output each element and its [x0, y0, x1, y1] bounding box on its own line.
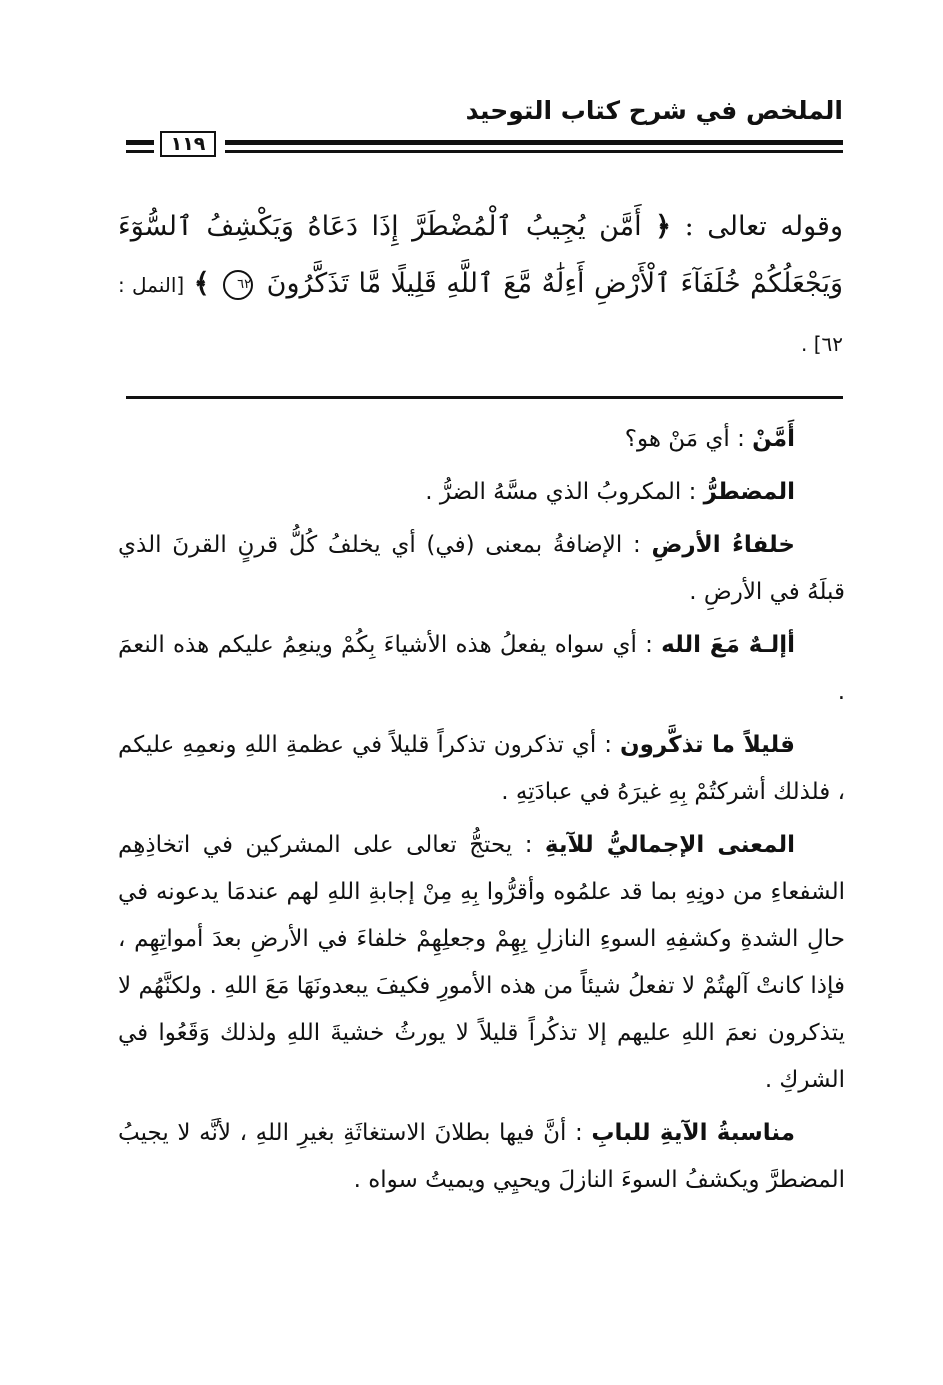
glossary-entry-khulafa — [118, 522, 845, 616]
glossary-term: أإلـهٌ مَعَ الله — [661, 632, 795, 658]
section-text: : أنَّ فيها بطلانَ الاستغاثَةِ بغيرِ اللهِ ، لأنَّه لا يجيبُ المضطرَّ ويكشفُ السوءَ النازلَ ويحيِي ويميتُ سواه . — [118, 1120, 845, 1193]
verse-close-bracket: ﴾ — [193, 268, 210, 299]
glossary-entry-ilah — [118, 622, 845, 716]
glossary-entry-mudtarr — [118, 469, 845, 516]
glossary-definition: : أي تذكرون تذكراً قليلاً في عظمةِ اللهِ ونعمِهِ عليكم ، فلذلك أشركتُمْ بِهِ غيرَهُ في عبادَتِهِ . — [118, 732, 845, 805]
glossary-entry-amman — [118, 416, 845, 463]
commentary — [118, 416, 845, 1210]
verse-open-bracket: ﴿ — [655, 211, 672, 242]
section-text: : يحتجُّ تعالى على المشركين في اتخاذِهِم الشفعاءِ من دونِهِ بما قد علمُوه وأقرُّوا بِهِ مِنْ إجابةِ اللهِ لهم عندمَا يدعونه في حالِ الشدةِ وكشفِهِ السوءِ النازلِ بِهِمْ وجعلِهِمْ خلفاءَ في الأرضِ بعدَ أمواتِهِم ، فإذا كانتْ آلهتُمْ لا تفعلُ شيئاً من هذه الأمورِ فكيفَ يبعدونَهَا مَعَ اللهِ . ولكنَّهُم لا يتذكرون نعمَ اللهِ عليهم إلا تذكُراً قليلاً لا يورثُ خشيةَ اللهِ ولذلك وَقَعُوا في الشركِ . — [118, 832, 845, 1093]
verse-citation: [النمل : ٦٢] . — [118, 273, 843, 356]
verse-text: أَمَّن يُجِيبُ ٱلْمُضْطَرَّ إِذَا دَعَاهُ وَيَكْشِفُ ٱلسُّوٓءَ وَيَجْعَلُكُمْ خُلَفَآءَ ٱلْأَرْضِ أَءِلَٰهٌ مَّعَ ٱللَّهِ قَلِيلًا مَّا تَذَكَّرُونَ — [118, 211, 844, 299]
quran-verse-block — [118, 198, 843, 373]
section-term: المعنى الإجماليُّ للآيةِ — [544, 832, 796, 858]
relevance-paragraph — [118, 1110, 845, 1204]
page-number: ١١٩ — [160, 131, 216, 157]
verse-intro: وقوله تعالى : — [684, 211, 843, 242]
glossary-definition: : الإضافةُ بمعنى (في) أي يخلفُ كُلُّ قرنٍ القرنَ الذي قبلَهُ في الأرضِ . — [118, 532, 845, 605]
header-rule-left-thin — [126, 150, 154, 153]
section-divider — [126, 396, 843, 399]
ayah-number-marker: ٦٢ — [223, 270, 253, 300]
header-rule-left — [126, 140, 154, 145]
header-rule — [225, 140, 843, 145]
glossary-definition: : أي سواه يفعلُ هذه الأشياءَ بِكُمْ وينعِمُ عليكم هذه النعمَ . — [118, 632, 845, 705]
glossary-definition: : المكروبُ الذي مسَّهُ الضرُّ . — [425, 479, 697, 505]
glossary-term: خلفاءُ الأرضِ — [651, 532, 796, 558]
glossary-term: المضطرُّ — [703, 479, 795, 505]
general-meaning-paragraph — [118, 822, 845, 1104]
glossary-term: قليلاً ما تذكَّرون — [619, 732, 795, 758]
glossary-term: أَمَّنْ — [752, 426, 795, 452]
section-term: مناسبةُ الآيةِ للبابِ — [591, 1120, 796, 1146]
header-rule-thin — [225, 150, 843, 153]
glossary-definition: : أي مَنْ هو؟ — [624, 426, 745, 452]
glossary-entry-qalilan — [118, 722, 845, 816]
running-title: الملخص في شرح كتاب التوحيد — [465, 96, 843, 125]
